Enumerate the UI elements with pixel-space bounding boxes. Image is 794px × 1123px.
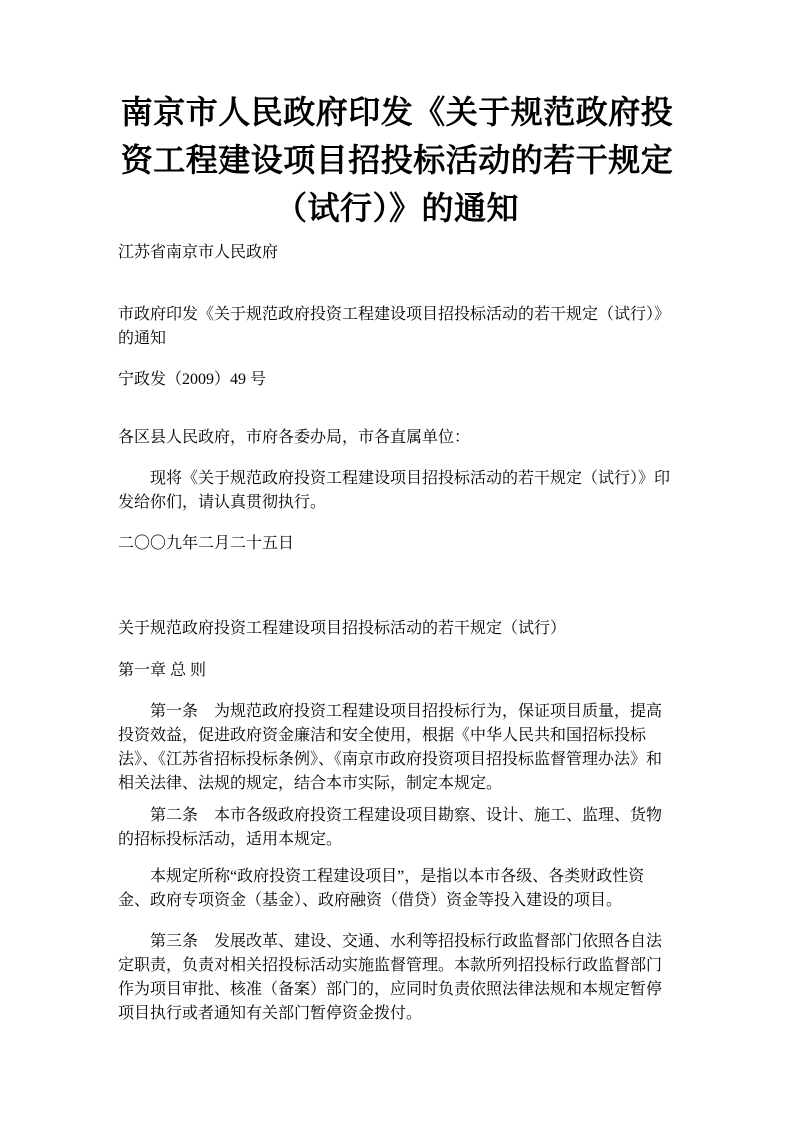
document-number: 宁政发（2009）49 号 xyxy=(118,371,267,388)
regulation-title: 关于规范政府投资工程建设项目招投标活动的若干规定（试行） xyxy=(118,620,567,637)
notice-salutation: 各区县人民政府，市府各委办局，市各直属单位： xyxy=(118,429,471,446)
page-title: 南京市人民政府印发《关于规范政府投资工程建设项目招投标活动的若干规定（试行）》的通知 xyxy=(120,94,674,226)
article-3: 第三条 发展改革、建设、交通、水利等招投标行政监督部门依照各自法定职责，负责对相关招投标活动实施监督管理。本款所列招投标行政监督部门作为项目审批、核准（备案）部门的，应同时负责依照法律法规和本规定暂停项目执行或者通知有关部门暂停资金拨付。 xyxy=(118,933,663,1022)
article-2: 第二条 本市各级政府投资工程建设项目勘察、设计、施工、监理、货物的招标投标活动，适用本规定。 xyxy=(118,807,663,848)
publisher-line: 江苏省南京市人民政府 xyxy=(118,244,279,261)
notice-date: 二〇〇九年二月二十五日 xyxy=(118,535,295,552)
document-title-line: 市政府印发《关于规范政府投资工程建设项目招投标活动的若干规定（试行）》的通知 xyxy=(118,306,671,347)
notice-forward-text: 现将《关于规范政府投资工程建设项目招投标活动的若干规定（试行）》印发给你们，请认真贯彻执行。 xyxy=(118,470,671,511)
article-2-paragraph-2: 本规定所称“政府投资工程建设项目”，是指以本市各级、各类财政性资金、政府专项资金（基金）、政府融资（借贷）资金等投入建设的项目。 xyxy=(118,868,645,909)
article-1: 第一条 为规范政府投资工程建设项目招投标行为，保证项目质量，提高投资效益，促进政府资金廉洁和安全使用，根据《中华人民共和国招标投标法》、《江苏省招标投标条例》、《南京市政府投资项目招投标监督管理办法》和相关法律、法规的规定，结合本市实际，制定本规定。 xyxy=(118,703,663,792)
chapter-1-heading: 第一章 总 则 xyxy=(118,662,207,679)
